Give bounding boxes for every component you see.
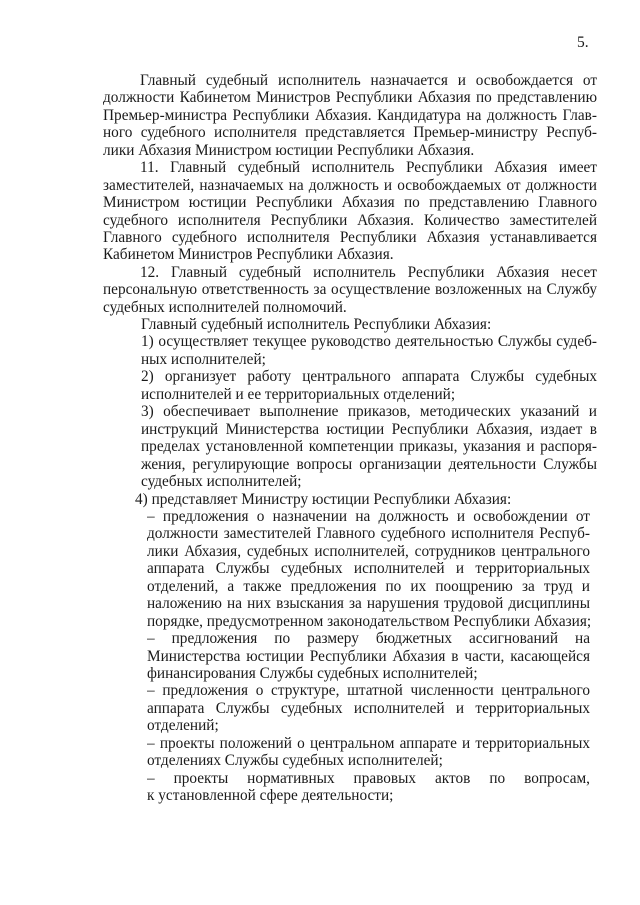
paragraph (147, 682, 590, 734)
text-line: Министерства юстиции Республики Абхазия в части, касающейся (147, 647, 590, 665)
text-line: Главный судебный исполнитель Республики Абхазия: (141, 316, 492, 333)
paragraph (147, 630, 590, 682)
text-line: Министром юстиции Республики Абхазия по представлению Главного (103, 194, 597, 212)
text-line: к установленной сфере деятельности; (147, 787, 394, 804)
paragraph (103, 159, 597, 264)
paragraph (141, 316, 597, 333)
text-line: 1) осуществляет текущее руководство деятельностью Службы судеб- (141, 333, 597, 351)
text-line: 4) представляет Министру юстиции Республики Абхазия: (135, 491, 512, 508)
text-line: Премьер-министра Республики Абхазия. Кандидатура на должность Глав- (103, 106, 597, 124)
text-line: финансирования Службы судебных исполнителей; (147, 664, 478, 682)
text-line: судебного исполнителя Республики Абхазия. Количество заместителей (103, 211, 597, 229)
paragraph (135, 491, 597, 508)
text-line: – предложения о назначении на должность и освобождении от (147, 508, 590, 525)
text-line: судебных исполнителей полномочий. (103, 298, 347, 316)
text-line: лики Абхазия Министром юстиции Республики Абхазия. (103, 141, 475, 159)
text-line: ных исполнителей; (141, 350, 266, 368)
text-line: – предложения о структуре, штатной численности центрального (147, 682, 590, 700)
text-line: порядке, предусмотренном законодательством Республики Абхазия; (147, 612, 592, 630)
text-line: отделениях Службы судебных исполнителей; (147, 752, 443, 770)
text-line: инструкций Министерства юстиции Республики Абхазия, издает в (141, 420, 597, 438)
text-line: ного судебного исполнителя представляется Премьер-министру Респуб- (103, 124, 597, 142)
text-line: Главного судебного исполнителя Республики Абхазия устанавливается (103, 228, 597, 246)
page-number: 5. (577, 34, 589, 51)
text-line: должности Кабинетом Министров Республики Абхазия по представлению (103, 89, 597, 107)
text-line: отделений; (147, 717, 219, 735)
section-proposals-list (147, 508, 590, 804)
text-line: – проекты положений о центральном аппарате и территориальных (147, 734, 590, 752)
section-duties-list (141, 316, 597, 490)
paragraph (147, 770, 590, 805)
paragraph (103, 72, 597, 159)
text-line: отделений, а также предложения по их поощрению за труд и (147, 577, 590, 595)
paragraph (147, 508, 590, 630)
text-line: наложению на них взыскания за нарушения трудовой дисциплины (147, 595, 590, 613)
text-line: пределах установленной компетенции приказы, указания и распоря- (141, 438, 597, 456)
text-line: Кабинетом Министров Республики Абхазия. (103, 246, 394, 264)
text-line: судебных исполнителей; (141, 472, 302, 490)
text-line: заместителей, назначаемых на должность и освобождаемых от должности (103, 176, 597, 194)
paragraph (141, 333, 597, 368)
text-line: жения, регулирующие вопросы организации деятельности Службы (141, 455, 597, 473)
text-line: 12. Главный судебный исполнитель Республики Абхазия несет (140, 263, 597, 281)
text-line: аппарата Службы судебных исполнителей и территориальных (147, 560, 590, 578)
text-line: Главный судебный исполнитель назначается и освобождается от (140, 72, 597, 89)
text-line: 3) обеспечивает выполнение приказов, методических указаний и (141, 403, 597, 421)
text-line: – проекты нормативных правовых актов по вопросам, (147, 769, 590, 787)
text-line: аппарата Службы судебных исполнителей и территориальных (147, 699, 590, 717)
text-line: должности заместителей Главного судебного исполнителя Респуб- (147, 525, 590, 543)
text-line: – предложения по размеру бюджетных ассигнований на (147, 630, 590, 648)
text-line: исполнителей и ее территориальных отделений; (141, 385, 456, 403)
section-main-paragraphs (103, 72, 597, 316)
text-line: 2) организует работу центрального аппарата Службы судебных (141, 368, 597, 386)
paragraph (141, 403, 597, 490)
paragraph (147, 735, 590, 770)
text-line: персональную ответственность за осуществление возложенных на Службу (103, 281, 597, 299)
paragraph (141, 368, 597, 403)
paragraph (103, 264, 597, 316)
text-line: 11. Главный судебный исполнитель Республики Абхазия имеет (140, 159, 597, 177)
text-line: лики Абхазия, судебных исполнителей, сотрудников центрального (147, 542, 590, 560)
section-item-4 (135, 491, 597, 508)
